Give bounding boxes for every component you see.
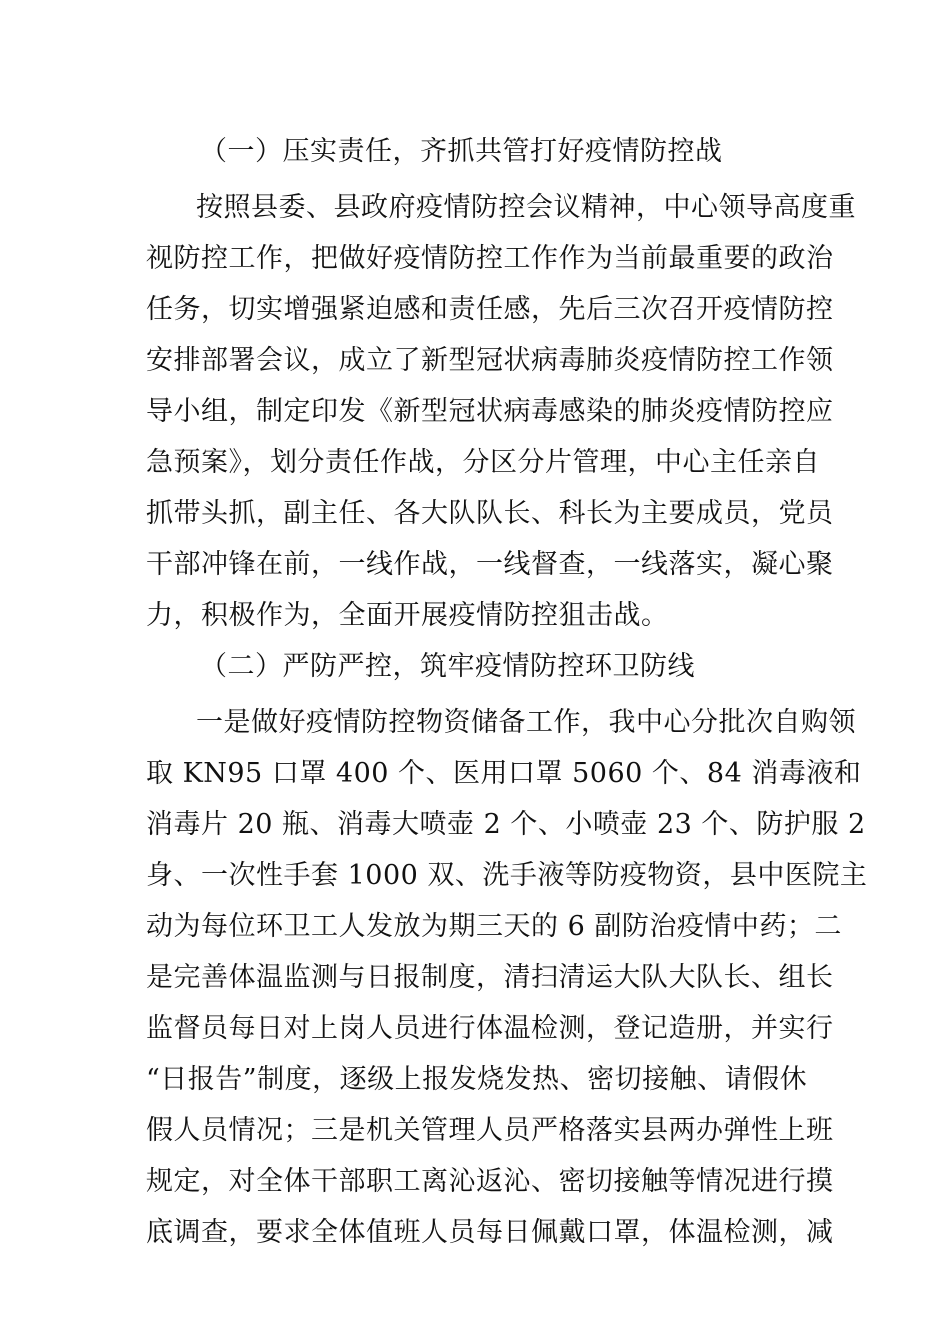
paragraph-line: 导小组，制定印发《新型冠状病毒感染的肺炎疫情防控应 — [146, 396, 834, 427]
document-page — [146, 126, 868, 1258]
paragraph-line: 抓带头抓，副主任、各大队队长、科长为主要成员，党员 — [146, 498, 834, 529]
paragraph-line: 消毒片 20 瓶、消毒大喷壶 2 个、小喷壶 23 个、防护服 2 — [146, 809, 866, 840]
paragraph-line: 取 KN95 口罩 400 个、医用口罩 5060 个、84 消毒液和 — [146, 758, 862, 789]
paragraph-line: 急预案》，划分责任作战，分区分片管理，中心主任亲自 — [146, 447, 820, 478]
section-1-heading: （一）压实责任，齐抓共管打好疫情防控战 — [200, 136, 723, 167]
section-2-heading: （二）严防严控，筑牢疫情防控环卫防线 — [200, 651, 695, 682]
paragraph-line: 按照县委、县政府疫情防控会议精神，中心领导高度重 — [196, 192, 856, 223]
paragraph-line: 力，积极作为，全面开展疫情防控狙击战。 — [146, 600, 669, 631]
paragraph-line: 视防控工作，把做好疫情防控工作作为当前最重要的政治 — [146, 243, 834, 274]
paragraph-line: 是完善体温监测与日报制度，清扫清运大队大队长、组长 — [146, 962, 834, 993]
paragraph-line: 底调查，要求全体值班人员每日佩戴口罩，体温检测，减 — [146, 1217, 834, 1248]
paragraph-line: 动为每位环卫工人发放为期三天的 6 副防治疫情中药；二 — [146, 911, 842, 942]
paragraph-line: 监督员每日对上岗人员进行体温检测，登记造册，并实行 — [146, 1013, 834, 1044]
section-1-paragraph — [146, 182, 856, 641]
paragraph-line: 干部冲锋在前，一线作战，一线督查，一线落实，凝心聚 — [146, 549, 834, 580]
paragraph-line: 任务，切实增强紧迫感和责任感，先后三次召开疫情防控 — [146, 294, 834, 325]
section-2-paragraph — [146, 697, 868, 1258]
paragraph-line: 身、一次性手套 1000 双、洗手液等防疫物资，县中医院主 — [146, 860, 868, 891]
paragraph-line: 安排部署会议，成立了新型冠状病毒肺炎疫情防控工作领 — [146, 345, 834, 376]
paragraph-line: 规定，对全体干部职工离沁返沁、密切接触等情况进行摸 — [146, 1166, 834, 1197]
paragraph-line: “日报告”制度，逐级上报发烧发热、密切接触、请假休 — [146, 1064, 808, 1095]
paragraph-line: 一是做好疫情防控物资储备工作，我中心分批次自购领 — [196, 707, 856, 738]
paragraph-line: 假人员情况；三是机关管理人员严格落实县两办弹性上班 — [146, 1115, 834, 1146]
